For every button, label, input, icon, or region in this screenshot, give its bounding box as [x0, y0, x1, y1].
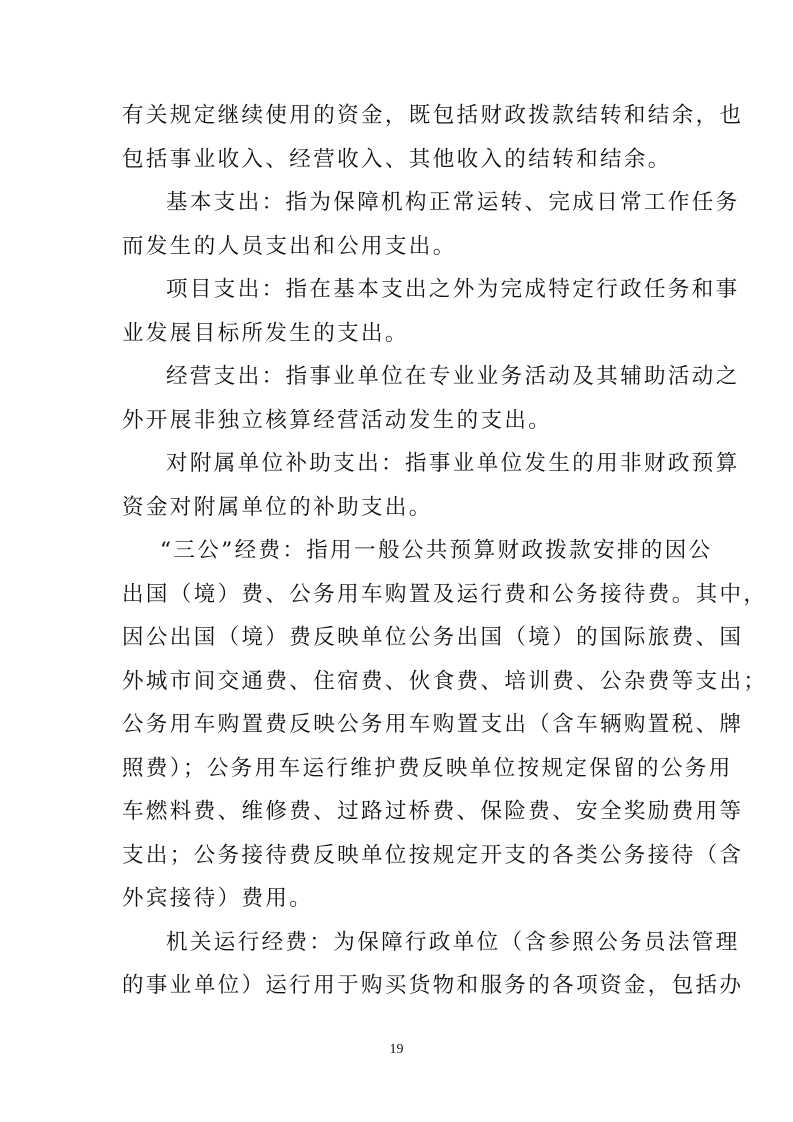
paragraph-basic-expenditure: 基本支出：指为保障机构正常运转、完成日常工作任务 — [166, 190, 740, 215]
text-line: 出国（境）费、公务用车购置及运行费和公务接待费。其中， — [122, 582, 768, 607]
paragraph-agency-operating-funds: 机关运行经费：为保障行政单位（含参照公务员法管理 — [166, 930, 740, 955]
text-line: 外开展非独立核算经营活动发生的支出。 — [122, 408, 553, 433]
text-line: 外城市间交通费、住宿费、伙食费、培训费、公杂费等支出； — [122, 669, 768, 694]
text-line: 因公出国（境）费反映单位公务出国（境）的国际旅费、国 — [122, 625, 744, 650]
text-line: 公务用车购置费反映公务用车购置支出（含车辆购置税、牌 — [122, 712, 744, 737]
text-line: 有关规定继续使用的资金，既包括财政拨款结转和结余，也 — [122, 103, 744, 128]
text-line: 包括事业收入、经营收入、其他收入的结转和结余。 — [122, 147, 672, 172]
text-line: 支出；公务接待费反映单位按规定开支的各类公务接待（含 — [122, 843, 744, 868]
text-line: 资金对附属单位的补助支出。 — [122, 495, 433, 520]
text-line: 业发展目标所发生的支出。 — [122, 321, 409, 346]
paragraph-three-public-expenses: “三公”经费：指用一般公共预算财政拨款安排的因公 — [160, 538, 713, 563]
text-line: 的事业单位）运行用于购买货物和服务的各项资金，包括办 — [122, 973, 744, 998]
text-line: 而发生的人员支出和公用支出。 — [122, 234, 457, 259]
page-number: 19 — [389, 1042, 404, 1057]
paragraph-operating-expenditure: 经营支出：指事业单位在专业业务活动及其辅助活动之 — [166, 364, 740, 389]
text-line: 照费）；公务用车运行维护费反映单位按规定保留的公务用 — [122, 756, 733, 781]
text-line: 外宾接待）费用。 — [122, 886, 314, 911]
text-line: 车燃料费、维修费、过路过桥费、保险费、安全奖励费用等 — [122, 799, 744, 824]
paragraph-project-expenditure: 项目支出：指在基本支出之外为完成特定行政任务和事 — [166, 277, 740, 302]
paragraph-subsidiary-subsidy: 对附属单位补助支出：指事业单位发生的用非财政预算 — [166, 451, 740, 476]
